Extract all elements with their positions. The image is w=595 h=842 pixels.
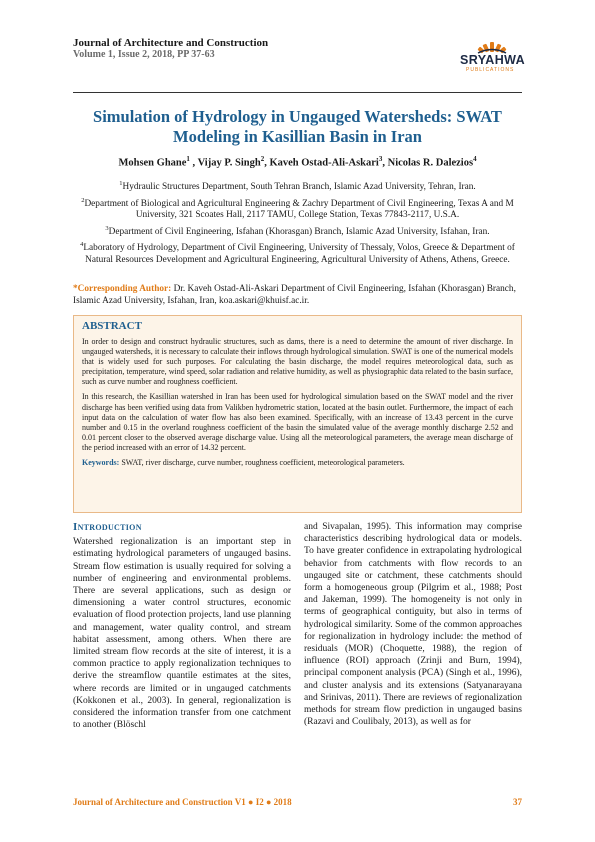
abstract-paragraph: In order to design and construct hydraulic structures, such as dams, there is a need to determine the amount of river discharge. In ungauged watersheds, it is necessary to calculate their inflows through hydrological simulation. SWAT is one of the numerical models that is widely used for such purposes. For calculating the basin discharge, the model requires meteorological data, such as precipitation, temperature, wind speed, solar radiation and relative humidity, as well as physiographic data related to the basin surface, such as curve number and roughness coefficient.: [82, 337, 513, 387]
author-affil-mark: 4: [473, 155, 477, 163]
page-number: 37: [513, 797, 522, 807]
affiliation: [73, 195, 522, 222]
journal-name: Journal of Architecture and Construction: [73, 37, 269, 49]
page-footer: [73, 797, 522, 807]
affiliation-list: [73, 178, 522, 267]
section-heading-introduction: Introduction: [73, 521, 142, 533]
body-paragraph: Watershed regionalization is an important step in estimating hydrological parameters of ungauged basins. Stream flow estimation is usually required for solving a number of engineering and environmental problems. There are several applications, such as design or dimensioning a water control structures, economic evaluation of flood protection projects, land use planning and management, water quality control, and stream habitat assessment, among others. When there are limited stream flow records at the site of interest, it is a common practice to apply regionalization techniques to derive the streamflow quantile estimates at the sites, where records are limited or in ungauged catchments (Kokkonen et al., 2003). In general, regionalization is considered the information transfer from one catchment to another (Blöschl: [73, 537, 291, 731]
affiliation-text: Department of Biological and Agricultural Engineering & Zachry Department of Civil Engineering, Texas A and M University, 321 Scoates Hall, 2117 TAMU, College Station, Texas 77843-2117, U.S.A.: [84, 198, 514, 221]
body-column-right: [304, 521, 522, 728]
affiliation-mark: 1: [119, 180, 123, 187]
journal-header: [73, 37, 268, 61]
body-paragraph: and Sivapalan, 1995). This information may comprise characteristics describing hydrological data or models. To have greater confidence in extrapolating hydrological behavior from catchments with flow records to an ungauged site or catchment, these catchments should form a homogeneous group (Pilgrim et al., 1988; Post and Jakeman, 1999). The homogeneity is not only in terms of geographical contiguity, but also in terms of hydrological similarity. Some of the common approaches for regionalization in hydrology include: the method of residuals (MOR) (Choquette, 1988), the region of influence (ROI) approach (Zrinji and Burn, 1994), principal component analysis (PCA) (Singh et al., 1996), and cluster analysis and its extensions (Satyanarayana and Srinivas, 2011). There are reviews of regionalization methods for stream flow prediction in ungauged basins (Razavi and Coulibaly, 2013), as well as for: [304, 522, 522, 728]
corresponding-author-text: Dr. Kaveh Ostad-Ali-Askari Department of Civil Engineering, Isfahan (Khorasgan) Branch, Islamic Azad University, Isfahan, Iran, koa.askari@khuisf.ac.ir.: [73, 284, 516, 306]
affiliation-mark: 4: [80, 241, 84, 249]
abstract-paragraph: In this research, the Kasillian watershed in Iran has been used for hydrological simulation based on the SWAT model and the river discharge has been verified using data from Valikben hydrometric station, located at the basin outlet. Furthermore, the impact of each input data on the calculation of water flow has also been examined. Specifically, with an increase of 13.43 percent in the curve number and 0.15 in the overland roughness coefficient of the basin the simulated value of the average monthly discharge 2.52 and 0.01 percent closer to the observed average discharge value. Using all the meteorological parameters, the average mean discharge of the period increased with an error of 14.32 percent.: [82, 392, 513, 452]
abstract-heading: ABSTRACT: [82, 320, 142, 332]
corresponding-author-label: *Corresponding Author:: [73, 284, 172, 294]
footer-journal: Journal of Architecture and Construction V1 ● I2 ● 2018: [73, 797, 292, 807]
journal-issue: Volume 1, Issue 2, 2018, PP 37-63: [73, 49, 215, 60]
affiliation: [73, 178, 522, 194]
author-separator: ,: [382, 157, 388, 169]
affiliation-text: Hydraulic Structures Department, South Tehran Branch, Islamic Azad University, Tehran, Iran.: [122, 182, 476, 193]
author-name: Vijay P. Singh: [197, 157, 261, 169]
header-divider: [73, 92, 522, 93]
paper-title: Simulation of Hydrology in Ungauged Watersheds: SWAT Modeling in Kasillian Basin in Iran: [93, 107, 502, 146]
keywords-text: SWAT, river discharge, curve number, roughness coefficient, meteorological parameters.: [119, 458, 405, 468]
affiliation-mark: 2: [81, 196, 85, 204]
author-affil-mark: 3: [378, 155, 383, 163]
author-separator: ,: [264, 157, 270, 169]
logo-text: SRYAHWA: [460, 53, 526, 67]
abstract-keywords: [82, 458, 513, 468]
keywords-label: Keywords:: [82, 458, 120, 468]
affiliation-mark: 3: [105, 224, 109, 232]
author-affil-mark: 1: [186, 155, 190, 163]
publisher-logo: [448, 30, 538, 80]
corresponding-author: [73, 283, 522, 307]
logo-subtext: PUBLICATIONS: [466, 67, 515, 73]
author-name: Nicolas R. Dalezios: [387, 157, 474, 169]
author-name: Mohsen Ghane: [118, 157, 187, 169]
body-column-left: [73, 521, 291, 731]
affiliation: [73, 239, 522, 266]
author-affil-mark: 2: [260, 155, 265, 163]
author-name: Kaveh Ostad-Ali-Askari: [269, 157, 379, 169]
affiliation-text: Laboratory of Hydrology, Department of Civil Engineering, University of Thessaly, Volos, Greece & Department of Natural Resources Development and Agricultural Engineering, Agricultural University of Athens, Athens, Greece.: [83, 243, 515, 265]
author-separator: ,: [189, 157, 198, 169]
affiliation-text: Department of Civil Engineering, Isfahan (Khorasgan) Branch, Islamic Azad University, Isfahan, Iran.: [108, 226, 490, 237]
abstract-box: [73, 315, 522, 513]
affiliation: [73, 223, 522, 239]
author-list: [73, 155, 522, 169]
